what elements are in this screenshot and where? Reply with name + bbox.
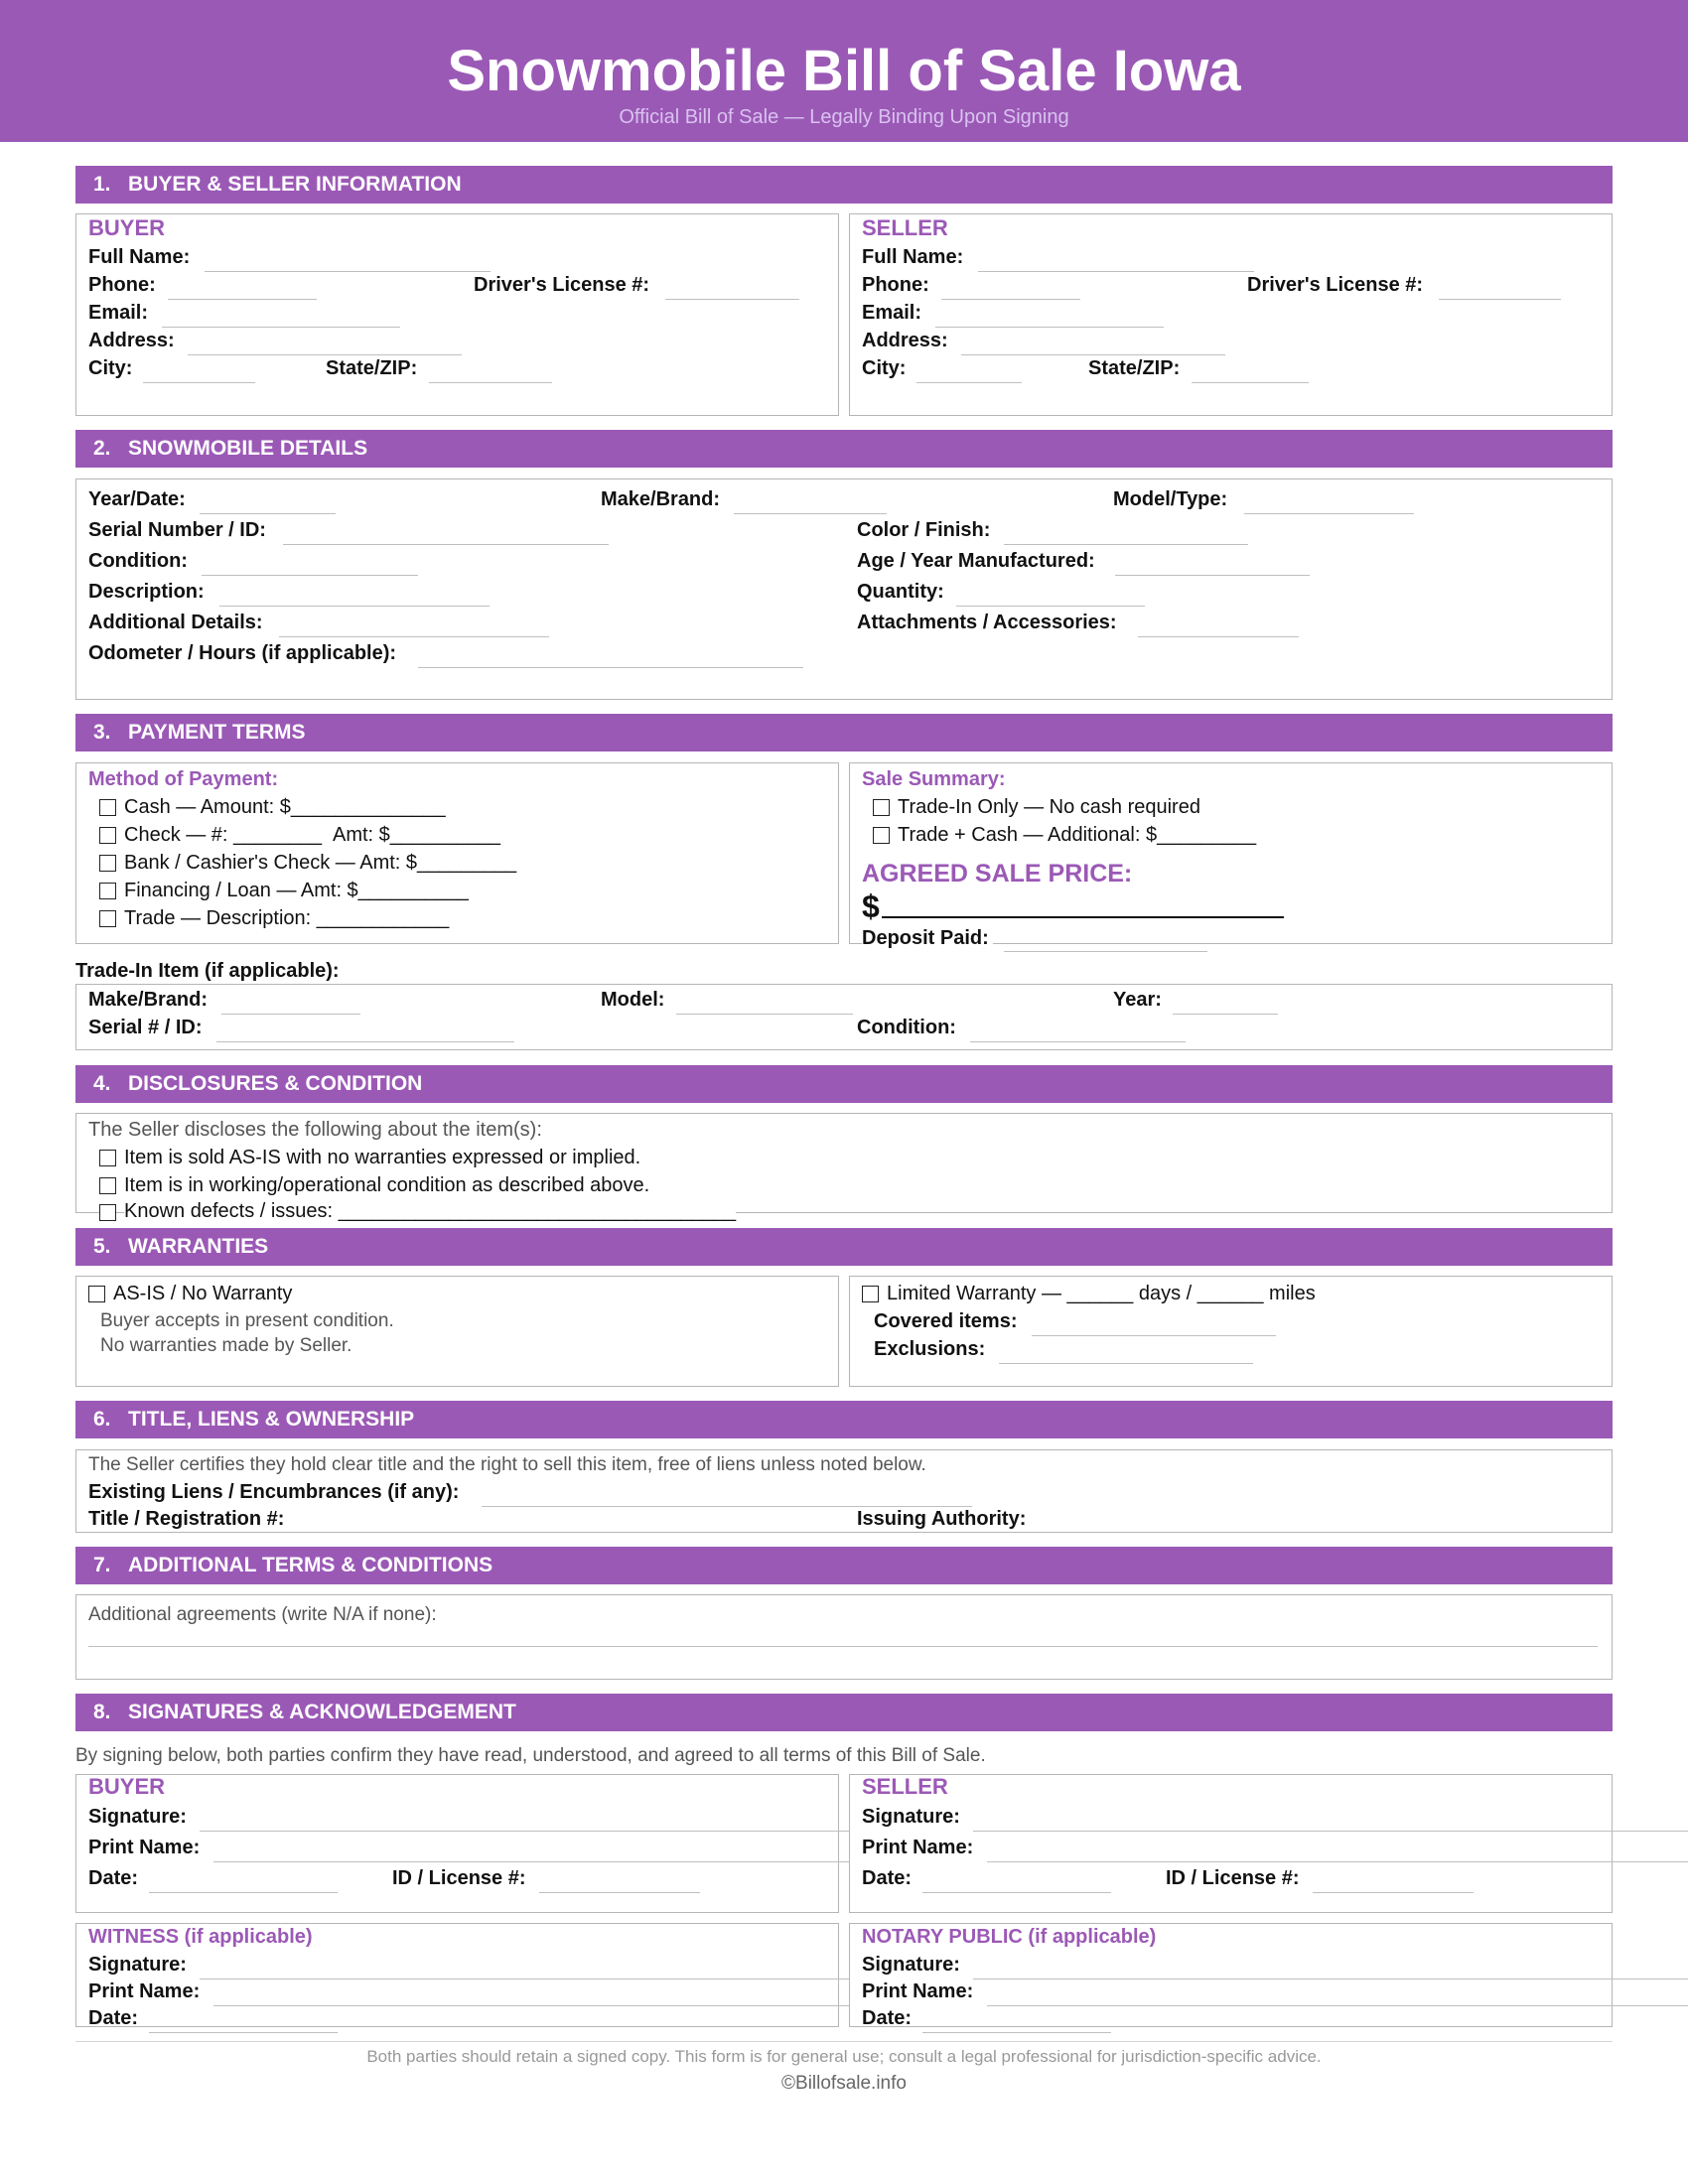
page-header [0,0,1688,142]
notary-signature-label: Signature: [862,1954,960,1976]
footer-note: Both parties should retain a signed copy. This form is for general use; consult a legal professional for jurisdiction-specific advice. [366,2047,1322,2066]
year-date-field[interactable] [200,513,336,514]
serial-number-field[interactable] [283,544,609,545]
seller-signature-field[interactable] [973,1831,1688,1832]
buyer-heading: BUYER [88,215,166,240]
buyer-full-name-label: Full Name: [88,246,191,268]
notary-date-label: Date: [862,2007,913,2029]
financing-label: Financing / Loan — Amt: $__________ [124,880,469,901]
buyer-license-label: Driver's License #: [474,274,650,296]
witness-date-field[interactable] [149,2032,338,2033]
condition-label: Condition: [88,550,188,572]
make-brand-field[interactable] [734,513,887,514]
buyer-id-license-label: ID / License #: [392,1867,526,1889]
buyer-info-box [75,213,839,416]
witness-signature-box [75,1923,839,2027]
notary-date-field[interactable] [922,2032,1111,2033]
agreed-price-field[interactable] [882,916,1284,918]
seller-id-license-field[interactable] [1313,1892,1474,1893]
buyer-phone-field[interactable] [168,299,317,300]
section-header-title-liens: 6. TITLE, LIENS & OWNERSHIP [75,1401,1613,1438]
seller-email-field[interactable] [935,327,1164,328]
seller-address-label: Address: [862,330,948,351]
buyer-state-zip-label: State/ZIP: [326,357,418,379]
page-subtitle: Official Bill of Sale — Legally Binding Upon Signing [619,106,1069,128]
seller-signature-heading: SELLER [862,1774,948,1799]
buyer-full-name-field[interactable] [205,271,491,272]
condition-field[interactable] [202,575,418,576]
section-header-warranties: 5. WARRANTIES [75,1228,1613,1266]
witness-date-label: Date: [88,2007,139,2029]
working-condition-checkbox[interactable] [99,1177,116,1194]
check-number-label: Check — #: ________ [124,824,323,846]
liens-label: Existing Liens / Encumbrances (if any): [88,1481,460,1503]
additional-terms-box [75,1594,1613,1680]
section-header-snowmobile-details: 2. SNOWMOBILE DETAILS [75,430,1613,468]
section-header-additional-terms: 7. ADDITIONAL TERMS & CONDITIONS [75,1547,1613,1584]
as-is-disclosure-checkbox[interactable] [99,1150,116,1166]
trade-in-box [75,984,1613,1050]
cash-checkbox[interactable] [99,799,116,816]
footer-divider [75,2041,1613,2042]
seller-license-field[interactable] [1439,299,1561,300]
trade-in-heading: Trade-In Item (if applicable): [75,960,340,982]
seller-state-zip-label: State/ZIP: [1088,357,1181,379]
attachments-label: Attachments / Accessories: [857,612,1117,633]
seller-signature-label: Signature: [862,1806,960,1828]
as-is-warranty-checkbox[interactable] [88,1286,105,1302]
buyer-license-field[interactable] [665,299,799,300]
year-date-label: Year/Date: [88,488,186,510]
known-defects-label: Known defects / issues: ____________________________________ [124,1200,737,1222]
title-liens-box [75,1449,1613,1533]
disclosures-box [75,1113,1613,1222]
attachments-field[interactable] [1138,636,1299,637]
known-defects-checkbox[interactable] [99,1204,116,1221]
footer-copyright: ©Billofsale.info [781,2073,907,2094]
buyer-phone-label: Phone: [88,274,156,296]
trade-in-year-field[interactable] [1173,1014,1278,1015]
title-registration-label: Title / Registration #: [88,1508,285,1530]
seller-phone-label: Phone: [862,274,929,296]
sale-summary-box [849,762,1613,949]
exclusions-label: Exclusions: [874,1338,986,1360]
cash-label: Cash — Amount: $______________ [124,796,446,818]
trade-in-condition-label: Condition: [857,1017,956,1038]
signatures-intro: By signing below, both parties confirm they have read, understood, and agreed to all terms of this Bill of Sale. [75,1745,986,1766]
seller-heading: SELLER [862,215,948,240]
deposit-paid-label: Deposit Paid: [862,926,993,950]
seller-city-field[interactable] [916,382,1022,383]
witness-print-name-label: Print Name: [88,1980,201,2002]
covered-items-label: Covered items: [874,1310,1018,1332]
trade-in-serial-field[interactable] [216,1041,514,1042]
snowmobile-details-box [75,478,1613,700]
seller-print-name-field[interactable] [987,1861,1688,1862]
limited-warranty-checkbox[interactable] [862,1286,879,1302]
trade-in-year-label: Year: [1113,989,1162,1011]
buyer-date-field[interactable] [149,1892,338,1893]
witness-heading: WITNESS (if applicable) [88,1926,313,1948]
age-year-label: Age / Year Manufactured: [857,550,1095,572]
as-is-warranty-box [75,1276,839,1387]
quantity-field[interactable] [956,606,1145,607]
color-finish-label: Color / Finish: [857,519,991,541]
seller-full-name-label: Full Name: [862,246,964,268]
model-type-label: Model/Type: [1113,488,1228,510]
buyer-email-field[interactable] [162,327,400,328]
additional-details-label: Additional Details: [88,612,263,633]
dollar-sign: $ [862,888,880,924]
description-field[interactable] [219,606,490,607]
page-title: Snowmobile Bill of Sale Iowa [447,39,1241,103]
trade-in-only-checkbox[interactable] [873,799,890,816]
as-is-warranty-note-2: No warranties made by Seller. [100,1335,352,1356]
as-is-warranty-note-1: Buyer accepts in present condition. [100,1310,394,1331]
seller-email-label: Email: [862,302,922,324]
section-header-buyer-seller: 1. BUYER & SELLER INFORMATION [75,166,1613,204]
as-is-disclosure-label: Item is sold AS-IS with no warranties expressed or implied. [124,1147,641,1168]
seller-id-license-label: ID / License #: [1166,1867,1300,1889]
odometer-label: Odometer / Hours (if applicable): [88,642,397,664]
notary-heading: NOTARY PUBLIC (if applicable) [862,1926,1157,1948]
issuing-authority-label: Issuing Authority: [857,1508,1027,1530]
buyer-signature-label: Signature: [88,1806,187,1828]
notary-print-name-label: Print Name: [862,1980,974,2002]
trade-checkbox[interactable] [99,910,116,927]
as-is-warranty-label: AS-IS / No Warranty [113,1283,293,1304]
buyer-signature-heading: BUYER [88,1774,166,1799]
seller-signature-box [849,1774,1613,1913]
model-type-field[interactable] [1244,513,1414,514]
buyer-signature-box [75,1774,839,1913]
deposit-paid-field[interactable] [1004,951,1207,952]
buyer-address-field[interactable] [188,354,462,355]
buyer-print-name-label: Print Name: [88,1837,201,1858]
serial-number-label: Serial Number / ID: [88,519,266,541]
quantity-label: Quantity: [857,581,944,603]
check-checkbox[interactable] [99,827,116,844]
trade-in-model-field[interactable] [676,1014,853,1015]
seller-full-name-field[interactable] [978,271,1254,272]
additional-terms-label: Additional agreements (write N/A if none): [88,1604,437,1625]
sale-summary-heading: Sale Summary: [862,768,1006,790]
buyer-city-field[interactable] [143,382,255,383]
limited-warranty-label: Limited Warranty — ______ days / ______ miles [887,1283,1316,1304]
section-header-disclosures: 4. DISCLOSURES & CONDITION [75,1065,1613,1103]
seller-print-name-label: Print Name: [862,1837,974,1858]
bank-check-checkbox[interactable] [99,855,116,872]
buyer-address-label: Address: [88,330,175,351]
agreed-sale-price-heading: AGREED SALE PRICE: [862,860,1133,887]
bank-check-label: Bank / Cashier's Check — Amt: $_________ [124,852,517,874]
notary-signature-box [849,1923,1613,2027]
working-condition-label: Item is in working/operational condition as described above. [124,1174,650,1196]
trade-cash-label: Trade + Cash — Additional: $_________ [898,824,1257,846]
payment-method-heading: Method of Payment: [88,768,279,790]
age-year-field[interactable] [1115,575,1310,576]
section-header-signatures: 8. SIGNATURES & ACKNOWLEDGEMENT [75,1694,1613,1731]
trade-in-make-field[interactable] [221,1014,360,1015]
additional-terms-field[interactable] [88,1646,1598,1647]
seller-state-zip-field[interactable] [1192,382,1309,383]
seller-license-label: Driver's License #: [1247,274,1424,296]
exclusions-field[interactable] [999,1363,1253,1364]
trade-in-only-label: Trade-In Only — No cash required [898,796,1200,818]
section-header-payment-terms: 3. PAYMENT TERMS [75,714,1613,751]
payment-method-box [75,762,839,944]
covered-items-field[interactable] [1032,1335,1276,1336]
buyer-city-label: City: [88,357,133,379]
description-label: Description: [88,581,205,603]
trade-in-condition-field[interactable] [970,1041,1186,1042]
financing-checkbox[interactable] [99,883,116,899]
odometer-field[interactable] [418,667,803,668]
color-finish-field[interactable] [1004,544,1248,545]
seller-phone-field[interactable] [941,299,1080,300]
seller-date-field[interactable] [922,1892,1111,1893]
notary-print-name-field[interactable] [987,2005,1688,2006]
seller-city-label: City: [862,357,907,379]
disclosures-intro: The Seller discloses the following about the item(s): [88,1119,542,1141]
limited-warranty-box [849,1276,1613,1387]
seller-info-box [849,213,1613,416]
buyer-email-label: Email: [88,302,149,324]
witness-signature-label: Signature: [88,1954,187,1976]
buyer-id-license-field[interactable] [539,1892,700,1893]
seller-address-field[interactable] [961,354,1225,355]
trade-in-model-label: Model: [601,989,665,1011]
buyer-date-label: Date: [88,1867,139,1889]
trade-in-make-label: Make/Brand: [88,989,209,1011]
check-amount-label: Amt: $__________ [333,824,501,846]
make-brand-label: Make/Brand: [601,488,721,510]
title-intro: The Seller certifies they hold clear title and the right to sell this item, free of liens unless noted below. [88,1454,926,1475]
buyer-state-zip-field[interactable] [429,382,552,383]
trade-label: Trade — Description: ____________ [124,907,450,929]
trade-cash-checkbox[interactable] [873,827,890,844]
trade-in-serial-label: Serial # / ID: [88,1017,203,1038]
additional-details-field[interactable] [279,636,549,637]
seller-date-label: Date: [862,1867,913,1889]
